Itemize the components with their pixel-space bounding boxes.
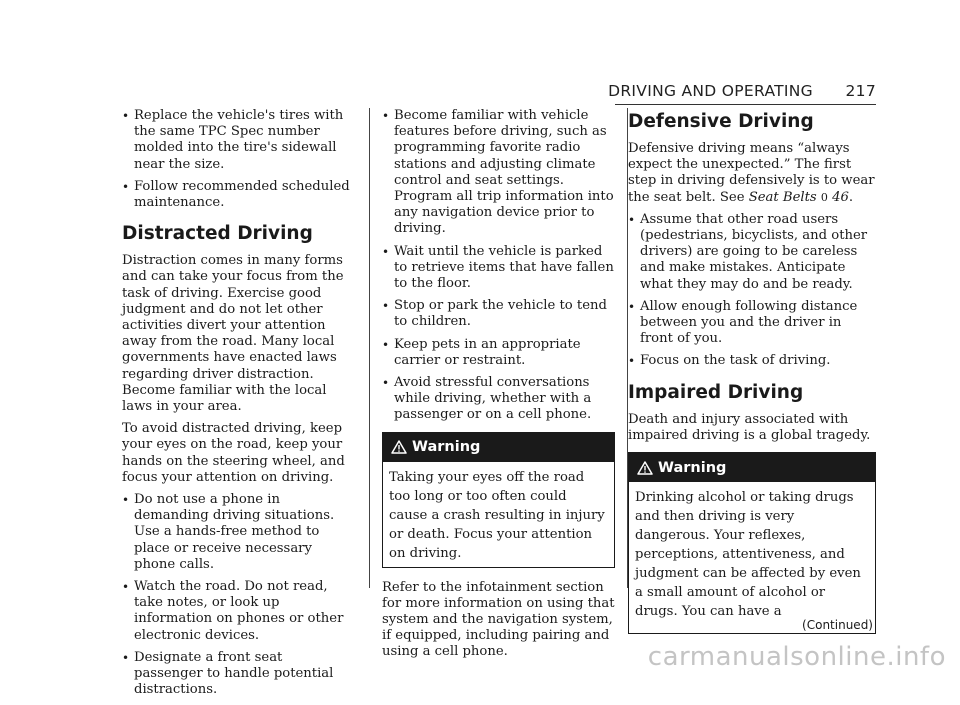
heading-distracted-driving: Distracted Driving: [122, 223, 313, 245]
list-item: • Allow enough following distance between you and the driver in front of you.: [628, 299, 876, 348]
paragraph-text: Defensive driving means “always expect the unexpected.” The first step in driving defensively is to wear the seat belt. See: [628, 141, 875, 205]
list-item: • Stop or park the vehicle to tend to children.: [382, 298, 615, 330]
bullet-list: [628, 212, 876, 370]
warning-box: [628, 452, 876, 634]
heading-impaired-driving: Impaired Driving: [628, 381, 804, 403]
watermark-text: carmanualsonline.info: [647, 642, 946, 672]
list-item: • Keep pets in an appropriate carrier or restraint.: [382, 337, 615, 369]
paragraph: [628, 141, 876, 206]
warning-header: [383, 433, 614, 462]
section-title: DRIVING AND OPERATING: [608, 82, 813, 100]
period: .: [848, 189, 854, 205]
warning-triangle-icon: [391, 440, 407, 454]
list-item: • Watch the road. Do not read, take notes, or look up information on phones or other electronic devices.: [122, 579, 355, 644]
warning-title: Warning: [658, 459, 727, 476]
page-arrow-icon: 0: [820, 190, 828, 204]
warning-triangle-icon: [637, 461, 653, 475]
list-item: • Assume that other road users (pedestrians, bicyclists, and other drivers) are going to be careless and make mistakes. Anticipate what they may do and be ready.: [628, 212, 876, 293]
column-2: [382, 108, 615, 667]
list-item: • Do not use a phone in demanding driving situations. Use a hands-free method to place or receive necessary phone calls.: [122, 492, 355, 573]
warning-text: Taking your eyes off the road too long or too often could cause a crash resulting in injury or death. Focus your attention on driving.: [389, 469, 605, 561]
continued-label: (Continued): [802, 618, 873, 633]
warning-box: [382, 432, 615, 568]
paragraph: Refer to the infotainment section for more information on using that system and the navigation system, if equipped, including pairing and using a cell phone.: [382, 579, 615, 660]
cross-reference-page[interactable]: 46: [832, 189, 849, 205]
list-item: • Become familiar with vehicle features before driving, such as programming favorite radio stations and adjusting climate control and seat settings. Program all trip information into any navigation device prior to driving.: [382, 108, 615, 238]
column-1: [122, 108, 355, 705]
list-item: • Replace the vehicle's tires with the same TPC Spec number molded into the tire's sidewall near the size.: [122, 108, 355, 173]
warning-header: [629, 453, 875, 482]
header-rule: [615, 104, 876, 105]
list-item: • Avoid stressful conversations while driving, whether with a passenger or on a cell phone.: [382, 375, 615, 424]
bullet-list: [122, 492, 355, 698]
list-item: • Follow recommended scheduled maintenance.: [122, 179, 355, 211]
paragraph: To avoid distracted driving, keep your eyes on the road, keep your hands on the steering wheel, and focus your attention on driving.: [122, 421, 345, 485]
column-divider-1: [369, 108, 370, 588]
list-item: • Focus on the task of driving.: [628, 353, 876, 369]
bullet-list: [382, 108, 615, 424]
paragraph: Death and injury associated with impaired driving is a global tragedy.: [628, 411, 871, 443]
page-number: 217: [845, 82, 876, 100]
warning-text: Drinking alcohol or taking drugs and then driving is very dangerous. Your reflexes, perceptions, attentiveness, and judgment can be affected by even a small amount of alcohol or drugs. You can have a: [635, 490, 861, 620]
bullet-list: [122, 108, 355, 211]
warning-title: Warning: [412, 439, 481, 456]
cross-reference-link[interactable]: Seat Belts: [748, 189, 817, 205]
list-item: • Designate a front seat passenger to handle potential distractions.: [122, 650, 355, 699]
list-item: • Wait until the vehicle is parked to retrieve items that have fallen to the floor.: [382, 244, 615, 293]
heading-defensive-driving: Defensive Driving: [628, 111, 814, 132]
paragraph: Distraction comes in many forms and can take your focus from the task of driving. Exercise good judgment and do not let other activities divert your attention away from the road. Many local governments have enacted laws regarding driver distraction. Become familiar with the local laws in your area.: [122, 253, 344, 415]
column-3: [628, 108, 876, 646]
